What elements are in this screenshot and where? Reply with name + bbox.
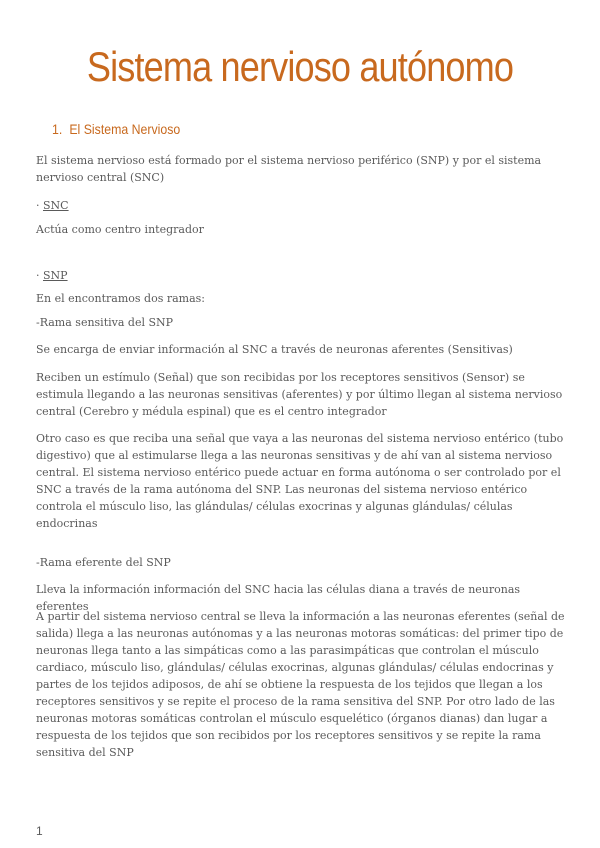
paragraph-enteric: Otro caso es que reciba una señal que vaya a las neuronas del sistema nervioso entérico (tubo digestivo) que al estimularse llega a las neuronas sensitivas y de ahí van al sistema nervioso central. El sistema nervioso entérico puede actuar en forma autónoma o ser controlado por el SNC a través de la rama autónoma del SNP. Las neuronas del sistema nervioso entérico controla el músculo liso, las glándulas/ células exocrinas y algunas glándulas/ células endocrinas (36, 432, 564, 530)
paragraph-efferent-desc: Lleva la información información del SNC hacia las células diana a través de neuronas eferentes (36, 583, 521, 613)
paragraph-snp-branches: En el encontramos dos ramas: (36, 292, 205, 305)
paragraph-snc-desc: Actúa como centro integrador (36, 223, 204, 236)
snc-label: SNC (43, 199, 69, 212)
snp-item (36, 267, 566, 284)
snp-label: SNP (43, 269, 68, 282)
paragraph-sensitive-branch: -Rama sensitiva del SNP (36, 316, 174, 329)
section-heading (52, 121, 180, 137)
section-heading-text: El Sistema Nervioso (69, 121, 181, 137)
paragraph-efferent-branch: -Rama eferente del SNP (36, 556, 171, 569)
snc-item (36, 197, 566, 214)
snc-bullet: · (36, 199, 40, 212)
document-title: Sistema nervioso autónomo (86, 43, 514, 90)
snp-bullet: · (36, 269, 40, 282)
paragraph-efferent-detail: A partir del sistema nervioso central se lleva la información a las neuronas eferentes (señal de salida) llega a las neuronas autónomas y a las neuronas motoras somáticas: del primer tipo de neuronas llega tanto a las simpáticas como a las parasimpáticas que controlan el músculo cardiaco, músculo liso, glándulas/ células exocrinas, algunas glándulas/ células endocrinas y partes de los tejidos adiposos, de ahí se obtiene la respuesta de los tejidos que llegan a los receptores sensitivos y se repite el proceso de la rama sensitiva del SNP. Por otro lado de las neuronas motoras somáticas controlan el músculo esquelético (órganos dianas) dan lugar a respuesta de los tejidos que son recibidos por los receptores sensitivos y se repite la rama sensitiva del SNP (36, 610, 565, 759)
section-number: 1. (52, 121, 63, 137)
paragraph-sensitive-desc: Se encarga de enviar información al SNC a través de neuronas aferentes (Sensitivas) (36, 343, 513, 356)
page-number: 1 (36, 824, 43, 838)
paragraph-sensitive-detail: Reciben un estímulo (Señal) que son recibidas por los receptores sensitivos (Sensor) se estimula llegando a las neuronas sensitivas (aferentes) y por último llegan al sistema nervioso central (Cerebro y médula espinal) que es el centro integrador (36, 371, 563, 418)
paragraph-intro: El sistema nervioso está formado por el sistema nervioso periférico (SNP) y por el sistema nervioso central (SNC) (36, 154, 542, 184)
